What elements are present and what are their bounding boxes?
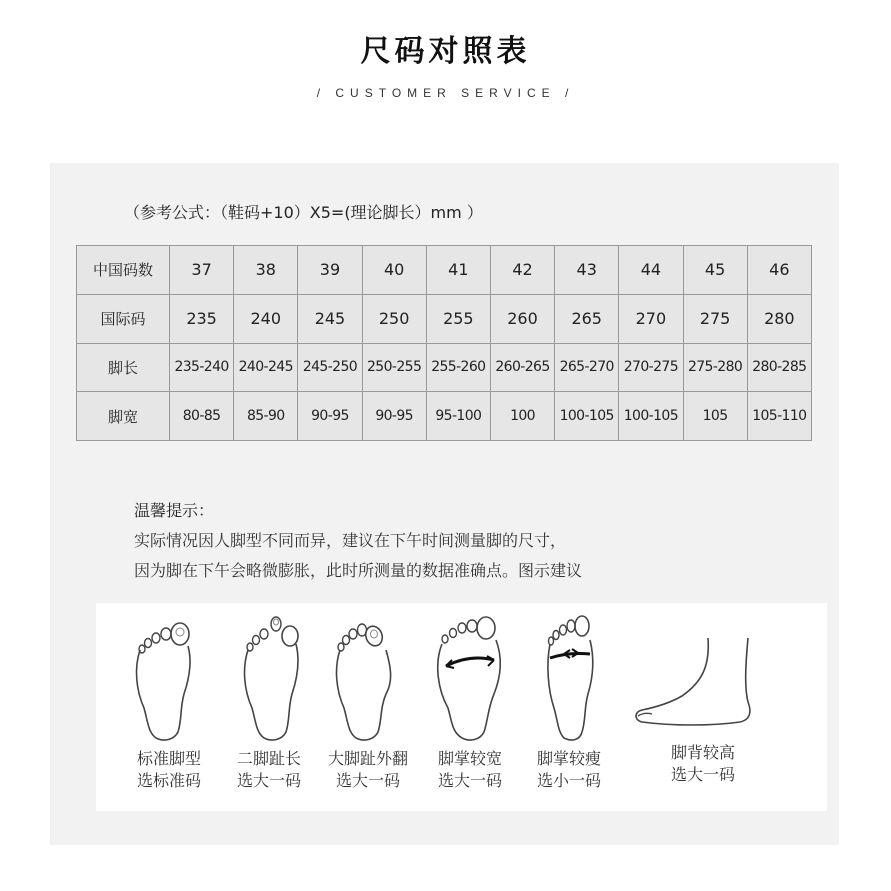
- table-cell: 235-240: [170, 343, 234, 392]
- caption-line: 选大一码: [670, 765, 735, 784]
- table-cell: 260: [490, 294, 554, 343]
- table-cell: 100-105: [619, 392, 683, 441]
- caption-long-second-toe: [214, 748, 324, 792]
- table-cell: 105-110: [747, 392, 811, 441]
- table-cell: 100: [490, 392, 554, 441]
- caption-line: 二脚趾长: [236, 749, 301, 768]
- bunion-foot-icon: [330, 614, 400, 742]
- caption-line: 选大一码: [437, 771, 502, 790]
- table-cell: 245: [298, 294, 362, 343]
- caption-standard: [114, 748, 224, 792]
- table-cell: 46: [747, 246, 811, 295]
- table-cell: 250: [362, 294, 426, 343]
- tips-line: 实际情况因人脚型不同而异，建议在下午时间测量脚的尺寸，: [134, 531, 567, 550]
- table-cell: 280: [747, 294, 811, 343]
- caption-high-instep: [648, 742, 758, 786]
- table-cell: 85-90: [234, 392, 298, 441]
- caption-narrow: [514, 748, 624, 792]
- high-instep-foot-icon: [632, 636, 756, 732]
- table-cell: 270: [619, 294, 683, 343]
- table-row-foot-width: [77, 392, 812, 441]
- size-chart-table: [76, 245, 812, 441]
- table-cell: 45: [683, 246, 747, 295]
- narrow-foot-icon: [540, 614, 600, 742]
- caption-line: 选标准码: [136, 771, 201, 790]
- caption-bunion: [313, 748, 423, 792]
- table-cell: 40: [362, 246, 426, 295]
- table-cell: 260-265: [490, 343, 554, 392]
- table-cell: 255: [426, 294, 490, 343]
- table-cell: 80-85: [170, 392, 234, 441]
- table-cell: 255-260: [426, 343, 490, 392]
- table-cell: 265-270: [555, 343, 619, 392]
- table-cell: 270-275: [619, 343, 683, 392]
- table-row-chinese-size: [77, 246, 812, 295]
- caption-line: 标准脚型: [136, 749, 201, 768]
- row-header: 中国码数: [77, 246, 170, 295]
- table-cell: 275-280: [683, 343, 747, 392]
- table-cell: 37: [170, 246, 234, 295]
- table-row-international-size: [77, 294, 812, 343]
- table-cell: 100-105: [555, 392, 619, 441]
- page-subtitle: / CUSTOMER SERVICE /: [316, 86, 575, 100]
- size-formula: （参考公式：（鞋码+10）X5=(理论脚长）mm ）: [124, 203, 483, 222]
- table-cell: 42: [490, 246, 554, 295]
- page-title: 尺码对照表: [360, 34, 531, 69]
- table-cell: 280-285: [747, 343, 811, 392]
- table-cell: 43: [555, 246, 619, 295]
- table-cell: 240: [234, 294, 298, 343]
- caption-line: 选小一码: [536, 771, 601, 790]
- long-second-toe-foot-icon: [236, 614, 306, 742]
- table-cell: 250-255: [362, 343, 426, 392]
- table-cell: 41: [426, 246, 490, 295]
- tips-heading: 温馨提示：: [134, 501, 215, 520]
- table-cell: 95-100: [426, 392, 490, 441]
- table-cell: 44: [619, 246, 683, 295]
- caption-line: 脚掌较宽: [437, 749, 502, 768]
- table-cell: 105: [683, 392, 747, 441]
- tips-line: 因为脚在下午会略微膨胀，此时所测量的数据准确点。图示建议: [134, 561, 583, 580]
- caption-line: 脚背较高: [670, 743, 735, 762]
- table-cell: 275: [683, 294, 747, 343]
- table-cell: 240-245: [234, 343, 298, 392]
- table-row-foot-length: [77, 343, 812, 392]
- table-cell: 39: [298, 246, 362, 295]
- row-header: 脚宽: [77, 392, 170, 441]
- caption-line: 脚掌较瘦: [536, 749, 601, 768]
- table-cell: 245-250: [298, 343, 362, 392]
- row-header: 国际码: [77, 294, 170, 343]
- table-cell: 265: [555, 294, 619, 343]
- standard-foot-icon: [128, 620, 198, 742]
- table-cell: 90-95: [298, 392, 362, 441]
- caption-wide: [415, 748, 525, 792]
- table-cell: 90-95: [362, 392, 426, 441]
- caption-line: 选大一码: [236, 771, 301, 790]
- caption-line: 选大一码: [335, 771, 400, 790]
- table-cell: 235: [170, 294, 234, 343]
- row-header: 脚长: [77, 343, 170, 392]
- wide-foot-icon: [432, 614, 508, 742]
- caption-line: 大脚趾外翻: [327, 749, 408, 768]
- table-cell: 38: [234, 246, 298, 295]
